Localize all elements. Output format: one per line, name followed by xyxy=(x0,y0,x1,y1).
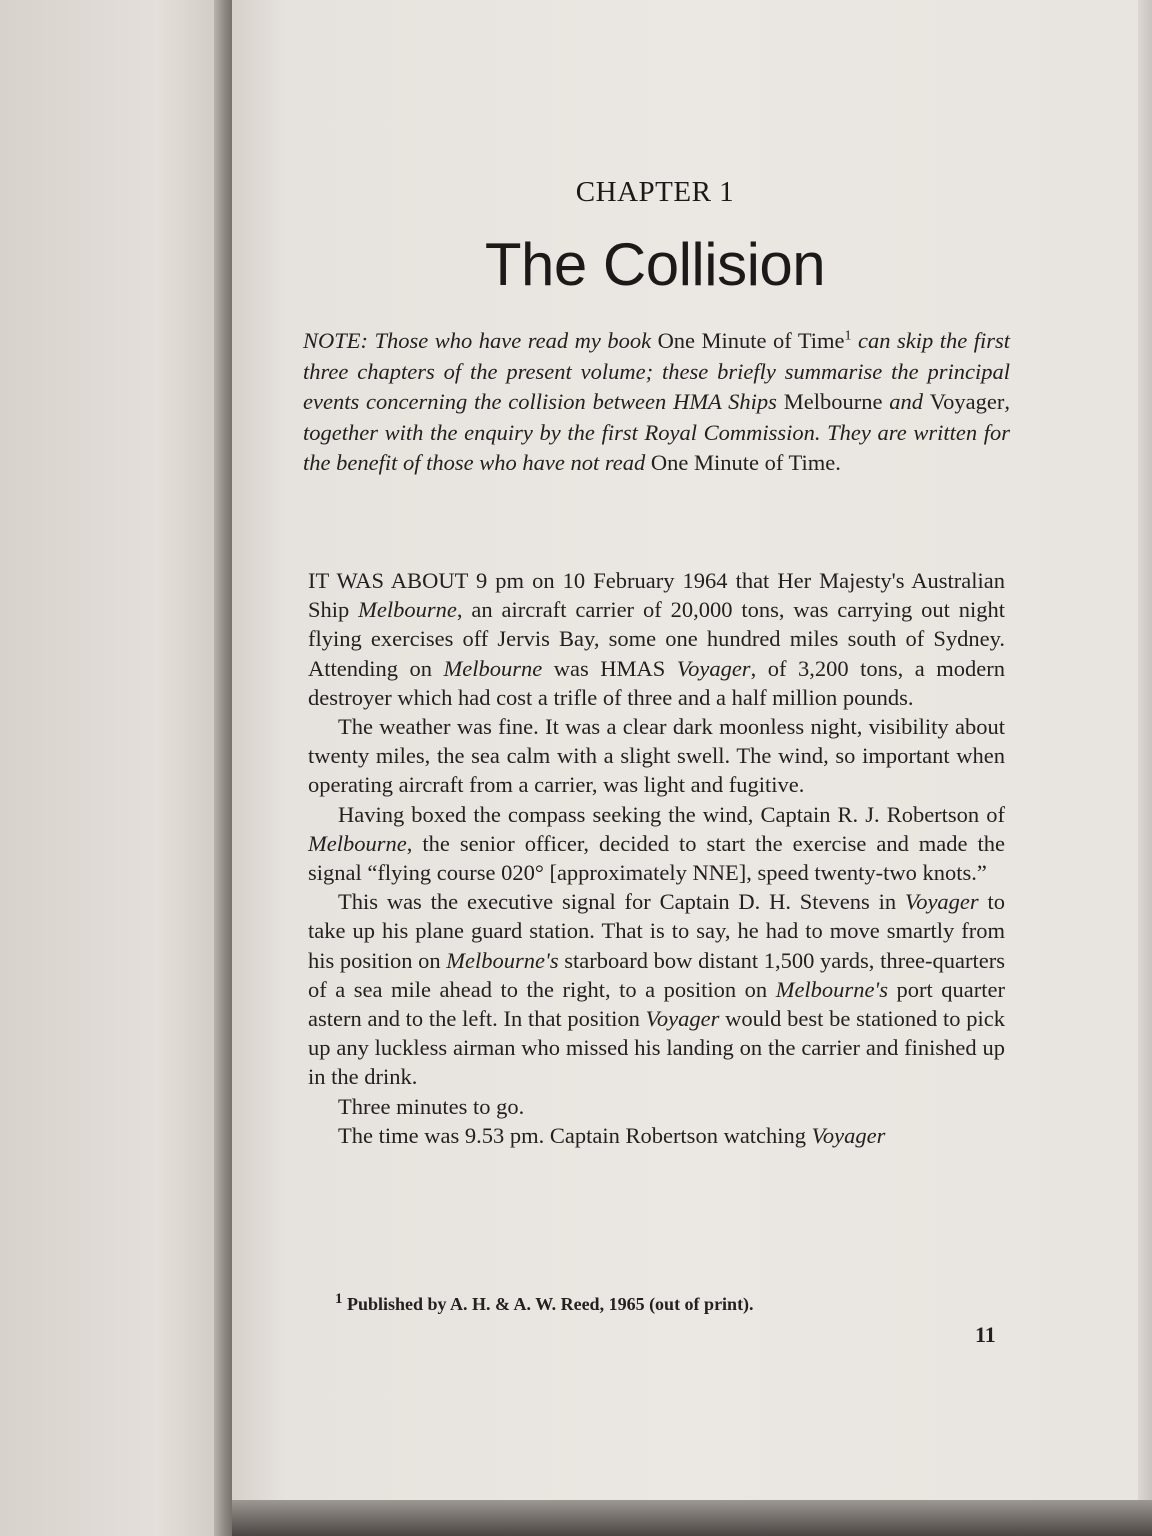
note-text: and xyxy=(882,389,930,414)
text-run: port quarter astern and to the left. In that position xyxy=(308,976,1005,1032)
chapter-body xyxy=(308,566,1005,1150)
ship-name: Voyager xyxy=(676,655,751,681)
ship-name: Melbourne's xyxy=(775,976,888,1002)
ship-name: Voyager xyxy=(904,889,979,915)
book-title: One Minute of Time xyxy=(650,450,836,475)
note-text: NOTE: Those who have read my book xyxy=(303,328,658,353)
text-run: The time was 9.53 pm. Captain Robertson watching xyxy=(338,1122,812,1148)
text-run: , an aircraft carrier of 20,000 tons, was carrying out night flying exercises off Jervis Bay, some one hundred miles south of Sydney. Attending on xyxy=(308,597,1005,681)
text-run: would best be stationed to pick up any luckless airman who missed his landing on the carrier and finished up in the drink. xyxy=(308,1006,1006,1090)
note-text: can skip the first three chapters of the present volume; these briefly summarise the principal events concerning the collision between HMA Ships xyxy=(303,328,1010,414)
ship-name: Voyager xyxy=(645,1006,720,1032)
chapter-title: The Collision xyxy=(484,231,826,298)
text-run: , the senior officer, decided to start the exercise and made the signal “flying course 020° [approximately NNE], speed twenty-two knots.” xyxy=(308,830,1005,886)
paragraph: The weather was fine. It was a clear dark moonless night, visibility about twenty miles, the sea calm with a slight swell. The wind, so important when operating aircraft from a carrier, was light and fugitive. xyxy=(308,714,1005,798)
text-run: starboard bow distant 1,500 yards, three-quarters of a sea mile ahead to the right, to a position on xyxy=(308,947,1005,1002)
ship-name: Melbourne xyxy=(783,389,883,414)
footnote-text: Published by A. H. & A. W. Reed, 1965 (out of print). xyxy=(342,1294,754,1314)
page-bottom-shadow xyxy=(232,1500,1152,1536)
chapter-note xyxy=(303,326,1010,479)
text-run: IT WAS ABOUT 9 pm on 10 February 1964 that Her Majesty's Australian Ship xyxy=(308,568,1005,623)
footnote-reference: 1 xyxy=(844,328,852,344)
ship-name: Melbourne's xyxy=(446,947,559,973)
page-number: 11 xyxy=(975,1322,996,1347)
ship-name: Melbourne xyxy=(443,655,543,681)
note-text: . xyxy=(835,450,841,475)
book-title: One Minute of Time xyxy=(657,328,845,353)
ship-name: Voyager xyxy=(929,389,1005,414)
text-run: to take up his plane guard station. That is to say, he had to move smartly from his position on xyxy=(308,889,1005,973)
footnote-mark: 1 xyxy=(335,1291,343,1307)
facing-page xyxy=(0,0,226,1536)
text-run: was HMAS xyxy=(542,655,677,681)
page-edge xyxy=(1138,0,1152,1500)
paragraph xyxy=(308,887,1005,1091)
paragraph xyxy=(308,800,1005,888)
chapter-label: CHAPTER 1 xyxy=(575,176,735,208)
note-text: , together with the enquiry by the first Royal Commission. They are written for the benefit of those who have not read xyxy=(303,389,1010,475)
paragraph: Three minutes to go. xyxy=(338,1093,525,1119)
text-run: This was the executive signal for Captain D. H. Stevens in xyxy=(338,889,905,915)
text-run: , of 3,200 tons, a modern destroyer which had cost a trifle of three and a half million pounds. xyxy=(308,655,1005,710)
text-run: Having boxed the compass seeking the wind, Captain R. J. Robertson of xyxy=(338,801,1005,827)
ship-name: Voyager xyxy=(811,1122,886,1148)
ship-name: Melbourne xyxy=(358,597,457,623)
ship-name: Melbourne xyxy=(308,830,407,856)
footnote xyxy=(335,1291,935,1315)
paragraph xyxy=(308,1121,1005,1150)
paragraph xyxy=(308,566,1005,712)
